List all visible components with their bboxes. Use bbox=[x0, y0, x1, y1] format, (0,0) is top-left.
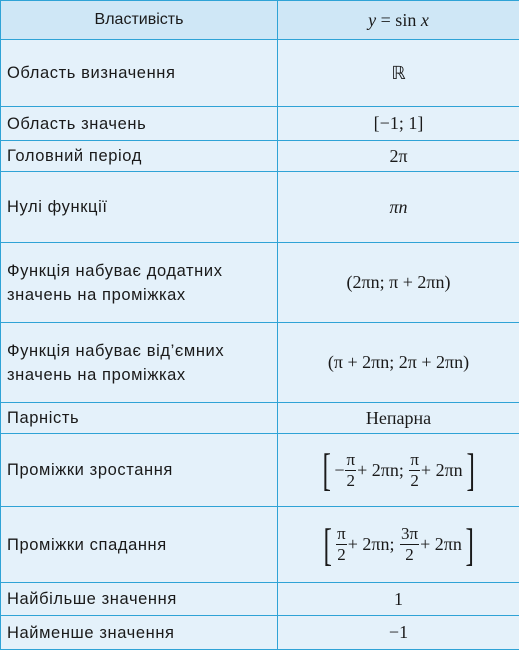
row-label: Область визначення bbox=[1, 40, 278, 107]
table-row bbox=[1, 40, 519, 107]
row-value: Непарна bbox=[278, 403, 519, 434]
row-value: −1 bbox=[278, 616, 519, 650]
row-value: (π + 2πn; 2π + 2πn) bbox=[278, 323, 519, 403]
table-row bbox=[1, 107, 519, 141]
row-value: 2π bbox=[278, 141, 519, 172]
row-value: (2πn; π + 2πn) bbox=[278, 243, 519, 323]
row-value: ℝ bbox=[278, 40, 519, 107]
fraction: $\frac{3\pi}{2}$ bbox=[400, 524, 419, 565]
header-function: y = sin x bbox=[278, 1, 519, 40]
table-row bbox=[1, 243, 519, 323]
header-row bbox=[1, 1, 519, 40]
row-label: Функція набуває від’ємних значень на проміжках bbox=[1, 323, 278, 403]
right-bracket: ] bbox=[466, 447, 474, 493]
header-property: Властивість bbox=[1, 1, 278, 40]
left-bracket: [ bbox=[322, 447, 330, 493]
row-value: πn bbox=[278, 172, 519, 243]
row-value: [−1; 1] bbox=[278, 107, 519, 141]
row-label: Область значень bbox=[1, 107, 278, 141]
row-label: Проміжки зростання bbox=[1, 434, 278, 507]
table-row bbox=[1, 616, 519, 650]
fraction: $\frac{\pi}{2}$ bbox=[336, 524, 347, 565]
row-value: [ − $\frac{\pi}{2}$ + 2πn; $\frac{\pi}{2}$ + 2πn] bbox=[278, 434, 519, 507]
table-row bbox=[1, 141, 519, 172]
row-label: Найменше значення bbox=[1, 616, 278, 650]
row-label: Нулі функції bbox=[1, 172, 278, 243]
row-label: Головний період bbox=[1, 141, 278, 172]
row-label: Парність bbox=[1, 403, 278, 434]
table-row bbox=[1, 434, 519, 507]
row-value: 1 bbox=[278, 583, 519, 616]
left-bracket: [ bbox=[323, 522, 331, 568]
table-row bbox=[1, 583, 519, 616]
table-row bbox=[1, 323, 519, 403]
fraction: $\frac{\pi}{2}$ bbox=[345, 450, 356, 491]
table-row bbox=[1, 403, 519, 434]
right-bracket: ] bbox=[465, 522, 473, 568]
table-row bbox=[1, 507, 519, 583]
row-label: Функція набуває додатних значень на проміжках bbox=[1, 243, 278, 323]
row-label: Найбільше значення bbox=[1, 583, 278, 616]
row-value: [ $\frac{\pi}{2}$ + 2πn; $\frac{3\pi}{2}$ + 2πn] bbox=[278, 507, 519, 583]
row-label: Проміжки спадання bbox=[1, 507, 278, 583]
fraction: $\frac{\pi}{2}$ bbox=[409, 450, 420, 491]
table-row bbox=[1, 172, 519, 243]
